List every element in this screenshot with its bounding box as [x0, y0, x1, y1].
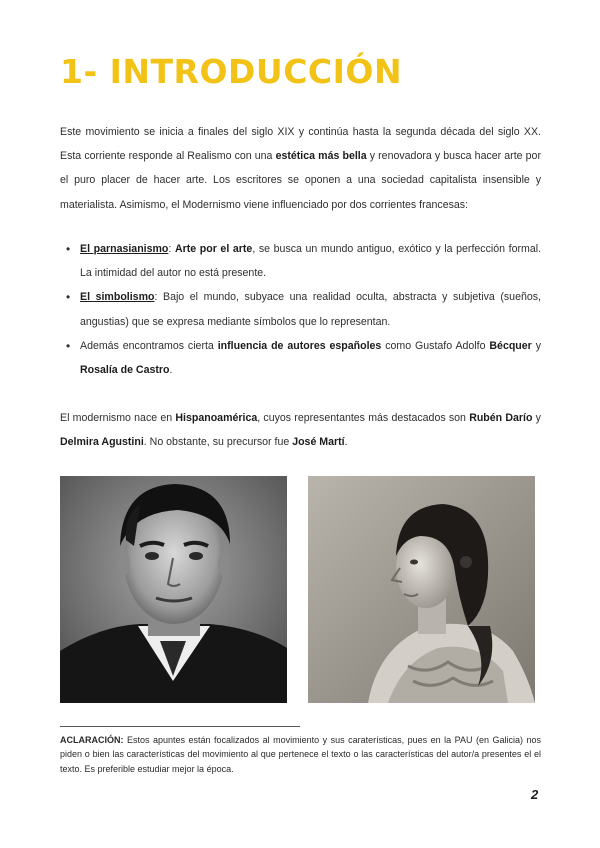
- page-title: 1- INTRODUCCIÓN: [60, 52, 403, 91]
- intro-paragraph: [60, 120, 541, 217]
- author-jose-marti: José Martí: [292, 436, 345, 449]
- footnote-label: ACLARACIÓN:: [60, 735, 124, 745]
- para2-text-5: .: [344, 436, 348, 449]
- influence-text-4: .: [169, 364, 173, 377]
- intro-text-1: Este movimiento se inicia a finales del siglo XIX y continúa hasta la segunda década del siglo XX. Esta corriente responde al Realismo con una: [60, 126, 541, 163]
- author-rosalia: Rosalía de Castro: [80, 364, 170, 377]
- author-becquer: Bécquer: [489, 339, 532, 352]
- parnasianismo-term: El parnasianismo: [80, 243, 169, 255]
- influence-text-3: y: [531, 339, 541, 352]
- footnote-text: Estos apuntes están focalizados al movimiento y sus caraterísticas, pues en la PAU (en Galicia) nos piden o bien las características del movimiento al que pertenece el texto o las características del autor/a presentes el el texto. Es preferible estudiar mejor la época.: [60, 735, 541, 774]
- list-item-spanish-influence: [60, 334, 541, 382]
- para2-text-4: . No obstante, su precursor fue: [143, 436, 293, 449]
- simbolismo-text: : Bajo el mundo, subyace una realidad oculta, abstracta y subjetiva (sueños, angustias) que se expresa mediante símbolos que lo representan.: [80, 291, 541, 328]
- influence-bold: influencia de autores españoles: [217, 339, 382, 352]
- hispanoamerica-paragraph: [60, 406, 541, 454]
- author-delmira-agustini: Delmira Agustini: [60, 436, 144, 449]
- parnasianismo-motto: Arte por el arte: [174, 243, 253, 255]
- page-number: 2: [531, 787, 539, 802]
- para2-hispanoamerica: Hispanoamérica: [175, 412, 258, 424]
- intro-bold-esthetic: estética más bella: [275, 150, 367, 163]
- list-item-parnasianismo: [60, 237, 541, 285]
- parnasianismo-sep: :: [168, 243, 175, 255]
- currents-list: [60, 237, 541, 382]
- footnote-divider: [60, 726, 300, 727]
- influence-text-2: como Gustafo Adolfo: [381, 339, 490, 352]
- footnote: [60, 733, 541, 776]
- para2-text-3: y: [532, 412, 541, 424]
- para2-text-1: El modernismo nace en: [60, 412, 176, 424]
- portrait-ruben-dario: [60, 476, 287, 703]
- para2-text-2: , cuyos representantes más destacados son: [257, 412, 470, 424]
- author-ruben-dario: Rubén Darío: [469, 412, 533, 424]
- intro-text-2: y renovadora y busca hacer arte por el puro placer de hacer arte. Los escritores se oponen a una sociedad capitalista insensible y materialista. Asimismo, el Modernismo viene influenciado por dos corrientes francesas:: [60, 150, 541, 211]
- influence-text-1: Además encontramos cierta: [80, 339, 218, 352]
- portrait-delmira-agustini: [308, 476, 535, 703]
- parnasianismo-text: , se busca un mundo antiguo, exótico y la perfección formal. La intimidad del autor no está presente.: [80, 243, 542, 280]
- simbolismo-term: El simbolismo: [80, 291, 155, 304]
- list-item-simbolismo: [60, 285, 541, 333]
